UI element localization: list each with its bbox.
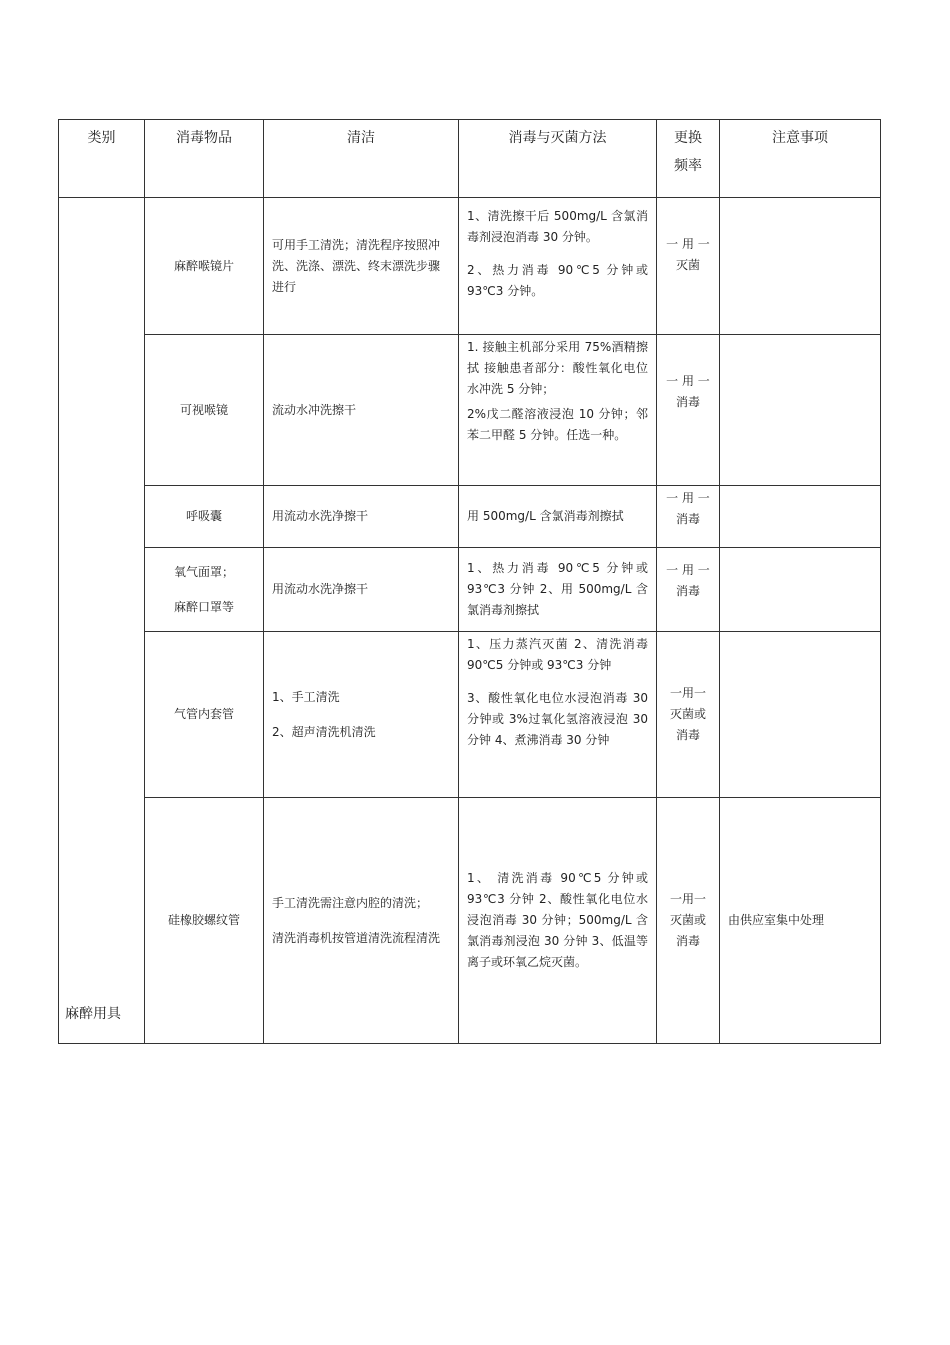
cleaning-cell [264,632,459,798]
frequency-cell: 一 用 一灭菌 [657,198,720,335]
method-text: 1、清洗擦干后 500mg/L 含氯消毒剂浸泡消毒 30 分钟。 [467,209,648,244]
category-label: 麻醉用具 [65,1006,121,1022]
table-row [59,548,881,632]
method-cell [459,198,657,335]
method-cell [459,632,657,798]
header-frequency-line2: 频率 [674,158,702,174]
item-cell [145,486,264,548]
header-method: 消毒与灭菌方法 [459,120,657,198]
cleaning-text: 可用手工清洗；清洗程序按照冲洗、洗涤、漂洗、终末漂洗步骤进行 [272,237,441,294]
cleaning-cell [264,798,459,1044]
method-cell [459,548,657,632]
notes-cell [720,632,881,798]
header-category: 类别 [59,120,145,198]
header-row [59,120,881,198]
frequency-cell: 一 用 一消毒 [657,486,720,548]
table-row [59,335,881,486]
item-cell [145,198,264,335]
method-text: 2%戊二醛溶液浸泡 10 分钟；邻苯二甲醛 5 分钟。任选一种。 [467,407,648,442]
header-cleaning: 清洁 [264,120,459,198]
frequency-cell: 一用一灭菌或消毒 [657,632,720,798]
cleaning-text: 流动水冲洗擦干 [272,402,357,417]
notes-cell [720,486,881,548]
cleaning-cell [264,548,459,632]
header-frequency-line1: 更换 [674,130,702,146]
item-cell [145,335,264,486]
item-text: 呼吸囊 [185,509,222,523]
method-cell [459,335,657,486]
category-cell [59,198,145,1044]
item-text: 氧气面罩； [173,564,234,579]
method-text: 1、热力消毒 90℃5 分钟或 93℃3 分钟 2、用 500mg/L 含氯消毒剂擦拭 [467,561,648,617]
item-cell [145,548,264,632]
table-row [59,632,881,798]
header-frequency [657,120,720,198]
cleaning-text: 2、超声清洗机清洗 [272,724,376,739]
cleaning-cell [264,198,459,335]
method-cell [459,798,657,1044]
item-text: 气管内套管 [173,707,234,721]
frequency-cell: 一 用 一消毒 [657,548,720,632]
header-notes: 注意事项 [720,120,881,198]
method-text: 用 500mg/L 含氯消毒剂擦拭 [467,509,624,523]
cleaning-text: 用流动水洗净擦干 [272,582,369,596]
notes-cell [720,198,881,335]
item-cell [145,798,264,1044]
cleaning-text: 手工清洗需注意内腔的清洗； [272,895,429,910]
header-item: 消毒物品 [145,120,264,198]
frequency-cell: 一 用 一消毒 [657,335,720,486]
cleaning-text: 1、手工清洗 [272,689,340,704]
item-text: 可视喉镜 [179,402,228,417]
method-text: 1、 清洗消毒 90℃5 分钟或 93℃3 分钟 2、酸性氧化电位水浸泡消毒 30 分钟；500mg/L 含氯消毒剂浸泡 30 分钟 3、低温等离子或环氧乙烷灭菌。 [467,871,648,969]
method-cell [459,486,657,548]
table-row [59,486,881,548]
method-text: 1. 接触主机部分采用 75%酒精擦拭 接触患者部分：酸性氧化电位水冲洗 5 分钟； [467,340,648,396]
frequency-cell: 一用一灭菌或消毒 [657,798,720,1044]
method-text: 2、热力消毒 90℃5 分钟或 93℃3 分钟。 [467,263,648,298]
table-row [59,198,881,335]
method-text: 1、压力蒸汽灭菌 2、清洗消毒 90℃5 分钟或 93℃3 分钟 [467,637,648,672]
notes-cell [720,335,881,486]
item-text: 硅橡胶螺纹管 [167,913,240,927]
item-text: 麻醉口罩等 [173,599,234,614]
notes-cell [720,548,881,632]
cleaning-text: 清洗消毒机按管道清洗流程清洗 [272,930,441,945]
item-text: 麻醉喉镜片 [173,258,234,273]
cleaning-text: 用流动水洗净擦干 [272,509,369,523]
cleaning-cell [264,335,459,486]
disinfection-table [58,119,881,1044]
cleaning-cell [264,486,459,548]
notes-cell: 由供应室集中处理 [720,798,881,1044]
method-text: 3、酸性氧化电位水浸泡消毒 30 分钟或 3%过氧化氢溶液浸泡 30 分钟 4、煮沸消毒 30 分钟 [467,691,648,747]
item-cell [145,632,264,798]
table-row [59,798,881,1044]
